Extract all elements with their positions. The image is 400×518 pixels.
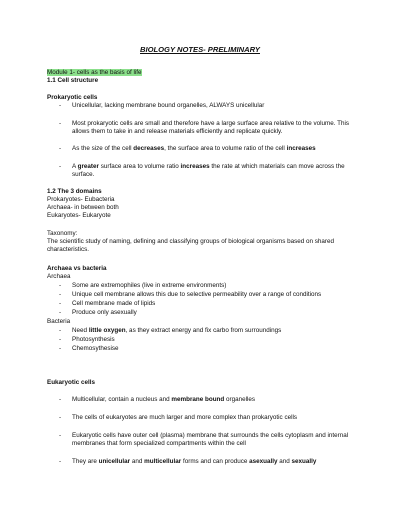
domains-heading: 1.2 The 3 domains bbox=[47, 188, 102, 195]
text-run-bold: multicellular bbox=[144, 458, 182, 465]
text-run: Need bbox=[72, 327, 89, 334]
text-run: organelles bbox=[224, 396, 256, 403]
bullet-dash: - bbox=[59, 145, 62, 152]
eukaryotic-bullet-1 bbox=[72, 396, 255, 404]
bullet-dash: - bbox=[59, 327, 62, 334]
taxonomy-label: Taxonomy: bbox=[47, 230, 78, 237]
text-run-bold: decreases bbox=[133, 145, 165, 152]
bullet-dash: - bbox=[59, 102, 62, 109]
domain-line-2: Archaea- in between both bbox=[47, 204, 119, 211]
section-cell-structure: 1.1 Cell structure bbox=[47, 77, 99, 84]
eukaryotic-bullet-3: Eukaryotic cells have outer cell (plasma) membrane that surrounds the cells cytoplasm and internal membranes that form specialized compartments within the cell bbox=[72, 432, 349, 447]
archaea-label: Archaea bbox=[47, 273, 71, 280]
text-run-bold: increases bbox=[286, 145, 316, 152]
bullet-dash: - bbox=[59, 336, 62, 343]
domain-line-1: Prokaryotes- Eubacteria bbox=[47, 196, 115, 203]
text-run: , as they extract energy and fix carbo from surroundings bbox=[125, 327, 282, 334]
module-heading bbox=[47, 69, 142, 77]
taxonomy-definition: The scientific study of naming, defining and classifying groups of biological organisms based on shared characteristics. bbox=[47, 238, 335, 253]
text-run: They are bbox=[72, 458, 99, 465]
archaea-bullet-4: Produce only asexually bbox=[72, 309, 137, 316]
text-run-bold: little oxygen bbox=[88, 327, 126, 334]
bullet-dash: - bbox=[59, 120, 62, 127]
prokaryotic-bullet-4 bbox=[72, 163, 354, 179]
text-run-bold: increases bbox=[180, 163, 210, 170]
eukaryotic-heading: Eukaryotic cells bbox=[47, 379, 95, 386]
prokaryotic-bullet-2: Most prokaryotic cells are small and therefore have a large surface area relative to the volume. This allows them to take in and release materials efficiently and replicate quickly. bbox=[72, 120, 350, 135]
archaea-bullet-1: Some are extremophiles (live in extreme environments) bbox=[72, 282, 227, 289]
bacteria-bullet-3: Chemosythesise bbox=[72, 345, 119, 352]
archaea-vs-bacteria-heading: Archaea vs bacteria bbox=[47, 265, 107, 272]
text-run-bold: asexually bbox=[249, 458, 278, 465]
document-title: BIOLOGY NOTES- PRELIMINARY bbox=[140, 45, 260, 54]
domain-line-3: Eukaryotes- Eukaryote bbox=[47, 212, 111, 219]
bullet-dash: - bbox=[59, 432, 62, 439]
bacteria-label: Bacteria bbox=[47, 318, 71, 325]
archaea-bullet-3: Cell membrane made of lipids bbox=[72, 300, 156, 307]
prokaryotic-heading: Prokaryotic cells bbox=[47, 94, 98, 101]
prokaryotic-bullet-3 bbox=[72, 145, 316, 153]
eukaryotic-bullet-2: The cells of eukaryotes are much larger and more complex than prokaryotic cells bbox=[72, 414, 298, 421]
prokaryotic-bullet-1: Unicellular, lacking membrane bound organelles, ALWAYS unicellular bbox=[72, 102, 265, 109]
bacteria-bullet-1 bbox=[72, 327, 281, 335]
bullet-dash: - bbox=[59, 345, 62, 352]
bullet-dash: - bbox=[59, 291, 62, 298]
text-run-bold: sexually bbox=[291, 458, 317, 465]
eukaryotic-bullet-4 bbox=[72, 458, 316, 466]
bullet-dash: - bbox=[59, 163, 62, 170]
text-run-bold: membrane bound bbox=[171, 396, 225, 403]
text-run: Multicellular, contain a nucleus and bbox=[72, 396, 172, 403]
text-run: As the size of the cell bbox=[72, 145, 134, 152]
bullet-dash: - bbox=[59, 414, 62, 421]
text-run-bold: greater bbox=[77, 163, 99, 170]
text-run: forms and can produce bbox=[181, 458, 250, 465]
text-run: A bbox=[72, 163, 78, 170]
text-run: and bbox=[130, 458, 145, 465]
bacteria-bullet-2: Photosynthesis bbox=[72, 336, 115, 343]
text-run: , the surface area to volume ratio of the cell bbox=[164, 145, 287, 152]
bullet-dash: - bbox=[59, 300, 62, 307]
archaea-bullet-2: Unique cell membrane allows this due to selective permeability over a range of conditions bbox=[72, 291, 322, 298]
bullet-dash: - bbox=[59, 309, 62, 316]
module-heading-text: Module 1- cells as the basis of life bbox=[47, 69, 142, 76]
text-run: the rate at which materials can move across the surface. bbox=[72, 163, 345, 178]
bullet-dash: - bbox=[59, 458, 62, 465]
bullet-dash: - bbox=[59, 282, 62, 289]
text-run: and bbox=[277, 458, 292, 465]
text-run-bold: unicellular bbox=[98, 458, 131, 465]
text-run: surface area to volume ratio bbox=[98, 163, 181, 170]
bullet-dash: - bbox=[59, 396, 62, 403]
